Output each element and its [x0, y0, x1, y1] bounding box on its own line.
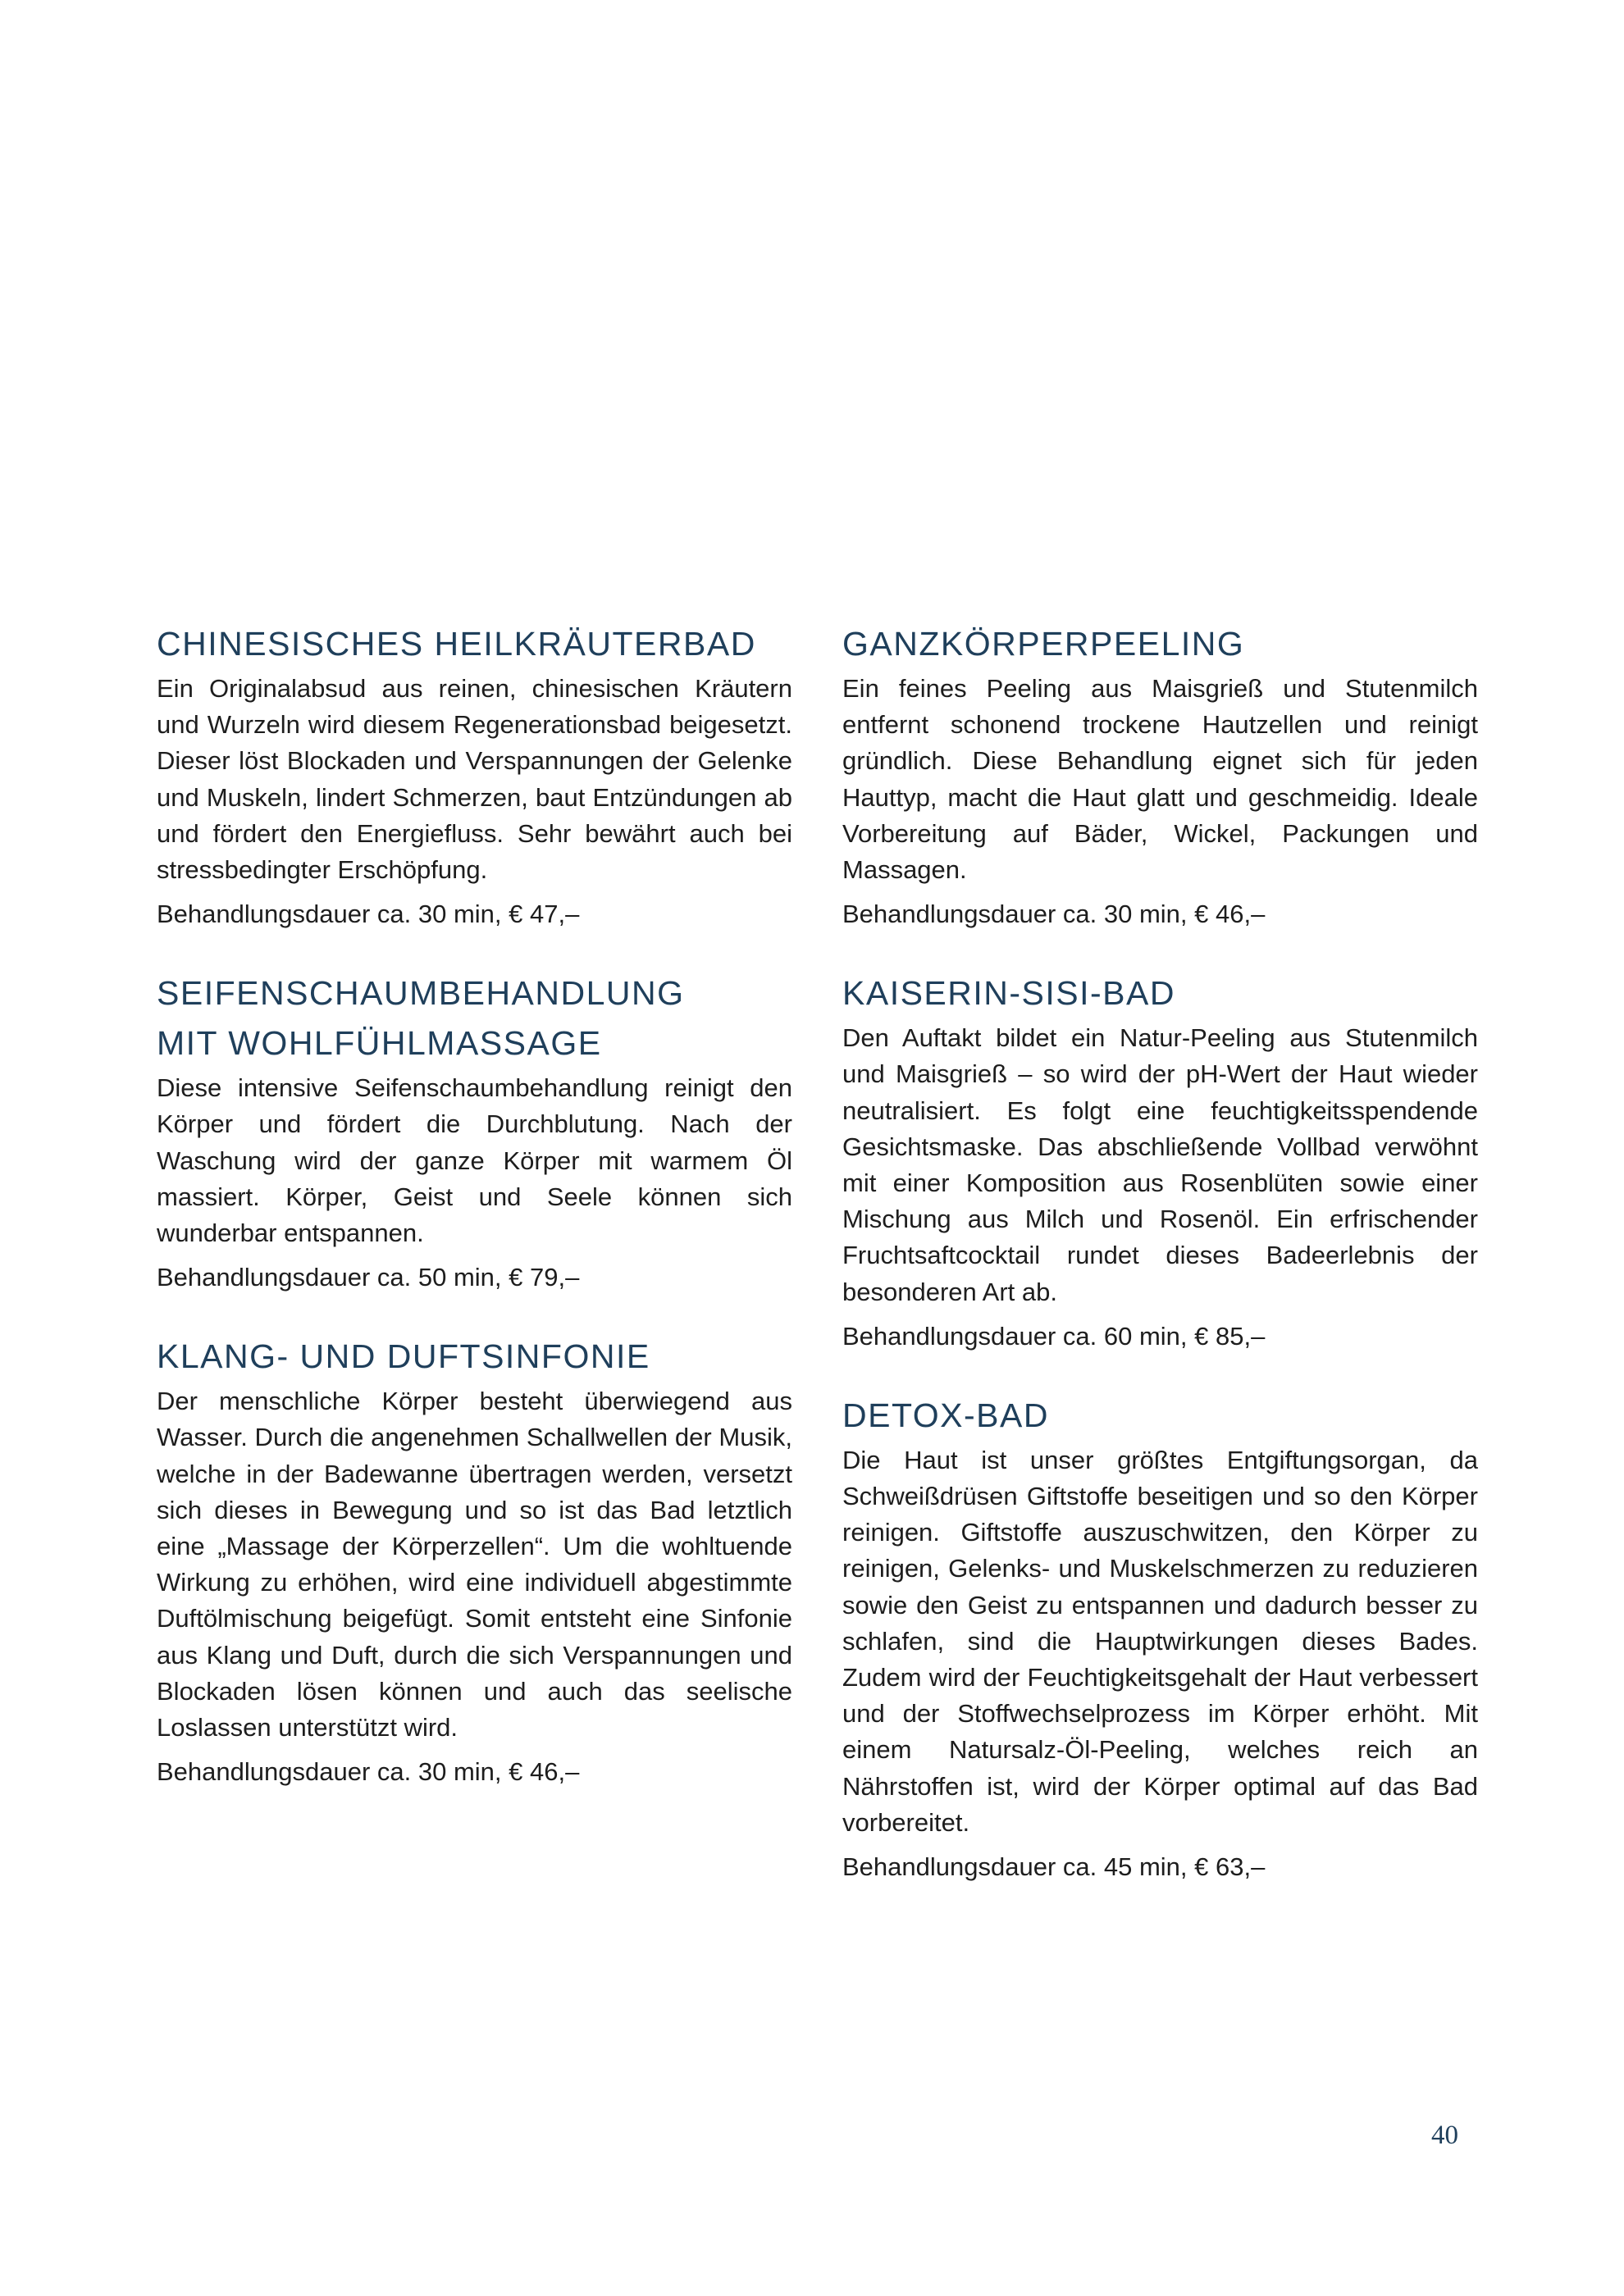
section-body: Die Haut ist unser größtes Entgiftungsorgan, da Schweißdrüsen Giftstoffe beseitigen und so den Körper reinigen. Giftstoffe auszuschwitzen, den Körper zu reinigen, Gelenks- und Muskelschmerzen zu reduzieren sowie den Geist zu entspannen und dadurch besser zu schlafen, sind die Hauptwirkungen dieses Bades. Zudem wird der Feuchtigkeitsgehalt der Haut verbessert und der Stoffwechselprozess im Körper erhöht. Mit einem Natursalz-Öl-Peeling, welches reich an Nährstoffen ist, wird der Körper optimal auf das Bad vorbereitet. — [842, 1445, 1478, 1837]
section-title — [842, 1391, 1478, 1441]
duration-price: Behandlungsdauer ca. 30 min, € 47,– — [157, 900, 580, 929]
section-title — [842, 968, 1478, 1018]
section-title-line: DETOX-BAD — [842, 1396, 1049, 1434]
treatment-klang-und-duftsinfonie — [157, 1332, 792, 1790]
section-body: Den Auftakt bildet ein Natur-Peeling aus Stutenmilch und Maisgrieß – so wird der pH-Wert der Haut wieder neutralisiert. Es folgt eine feuchtigkeitsspendende Gesichtsmaske. Das abschließende Vollbad verwöhnt mit einer Komposition aus Rosenblüten sowie einer Mischung aus Milch und Rosenöl. Ein erfrischender Fruchtsaftcocktail rundet dieses Badeerlebnis der besonderen Art ab. — [842, 1023, 1478, 1306]
section-title — [157, 619, 792, 669]
section-body: Diese intensive Seifenschaumbehandlung reinigt den Körper und fördert die Durchblutung. Nach der Waschung wird der ganze Körper mit warmem Öl massiert. Körper, Geist und Seele können sich wunderbar entspannen. — [157, 1073, 792, 1248]
duration-price: Behandlungsdauer ca. 30 min, € 46,– — [842, 900, 1266, 929]
treatment-seifenschaumbehandlung — [157, 968, 792, 1296]
section-title-line: KLANG- UND DUFTSINFONIE — [157, 1337, 650, 1376]
duration-price: Behandlungsdauer ca. 30 min, € 46,– — [157, 1757, 580, 1787]
right-column — [842, 619, 1478, 1921]
section-body: Ein Originalabsud aus reinen, chinesischen Kräutern und Wurzeln wird diesem Regenerationsbad beigesetzt. Dieser löst Blockaden und Verspannungen der Gelenke und Muskeln, lindert Schmerzen, baut Entzündungen ab und fördert den Energiefluss. Sehr bewährt auch bei stressbedingter Erschöpfung. — [157, 674, 792, 885]
left-column — [157, 619, 792, 1826]
treatment-chinesisches-heilkraeuterbad — [157, 619, 792, 932]
section-title-line: MIT WOHLFÜHLMASSAGE — [157, 1024, 602, 1063]
section-title-line: CHINESISCHES HEILKRÄUTERBAD — [157, 625, 756, 663]
section-body: Ein feines Peeling aus Maisgrieß und Stutenmilch entfernt schonend trockene Hautzellen und reinigt gründlich. Diese Behandlung eignet sich für jeden Hauttyp, macht die Haut glatt und geschmeidig. Ideale Vorbereitung auf Bäder, Wickel, Packungen und Massagen. — [842, 674, 1478, 885]
section-title — [157, 1332, 792, 1382]
page-number: 40 — [1431, 2121, 1458, 2150]
duration-price: Behandlungsdauer ca. 60 min, € 85,– — [842, 1321, 1266, 1351]
section-body: Der menschliche Körper besteht überwiegend aus Wasser. Durch die angenehmen Schallwellen der Musik, welche in der Badewanne übertragen werden, versetzt sich dieses in Bewegung und so ist das Bad letztlich eine „Massage der Körperzellen“. Um die wohltuende Wirkung zu erhöhen, wird eine individuell abgestimmte Duftölmischung beigefügt. Somit entsteht eine Sinfonie aus Klang und Duft, durch die sich Verspannungen und Blockaden lösen können und auch das seelische Loslassen unterstützt wird. — [157, 1387, 792, 1742]
section-title-line: KAISERIN-SISI-BAD — [842, 974, 1175, 1013]
section-title-line: SEIFENSCHAUMBEHANDLUNG — [157, 974, 685, 1013]
treatment-ganzkoerperpeeling — [842, 619, 1478, 932]
duration-price: Behandlungsdauer ca. 50 min, € 79,– — [157, 1263, 580, 1292]
treatment-detox-bad — [842, 1391, 1478, 1885]
section-title — [157, 968, 792, 1068]
treatment-kaiserin-sisi-bad — [842, 968, 1478, 1355]
section-title — [842, 619, 1478, 669]
section-title-line: GANZKÖRPERPEELING — [842, 625, 1245, 663]
duration-price: Behandlungsdauer ca. 45 min, € 63,– — [842, 1852, 1266, 1882]
